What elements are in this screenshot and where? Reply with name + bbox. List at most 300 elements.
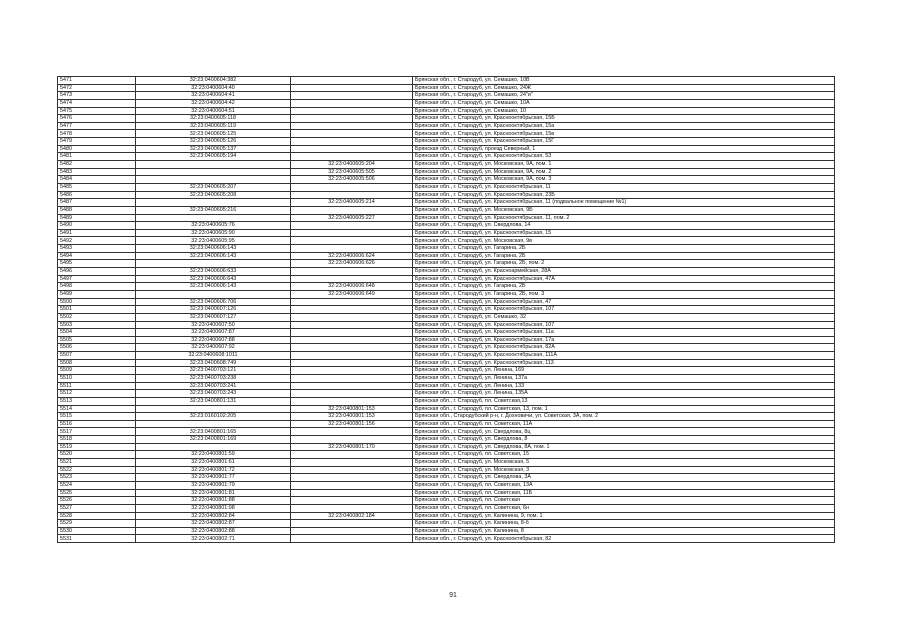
parent-cadastral-cell <box>291 390 413 398</box>
table-row <box>58 92 835 100</box>
address-cell: Брянская обл., г. Стародуб, ул. Московская, 9А, пом. 3 <box>413 176 835 184</box>
row-number-cell: 5527 <box>58 504 136 512</box>
row-number-cell: 5500 <box>58 298 136 306</box>
table-row <box>58 329 835 337</box>
cadastral-number-cell: 32:23:0400703:238 <box>136 374 291 382</box>
row-number-cell: 5525 <box>58 489 136 497</box>
row-number-cell: 5486 <box>58 191 136 199</box>
table-row <box>58 130 835 138</box>
address-cell: Брянская обл., г. Стародуб, ул. Краснооктябрьская, 15в <box>413 130 835 138</box>
address-cell: Брянская обл., г. Стародуб, ул. Семашко, 10 <box>413 107 835 115</box>
address-cell: Брянская обл., г. Стародуб, ул. Краснооктябрьская, 82А <box>413 344 835 352</box>
cadastral-number-cell: 32:23:0400606:143 <box>136 252 291 260</box>
parent-cadastral-cell <box>291 115 413 123</box>
parent-cadastral-cell <box>291 481 413 489</box>
row-number-cell: 5520 <box>58 451 136 459</box>
table-row <box>58 237 835 245</box>
table-row <box>58 527 835 535</box>
table-row <box>58 222 835 230</box>
cadastral-number-cell <box>136 176 291 184</box>
row-number-cell: 5476 <box>58 115 136 123</box>
address-cell: Брянская обл., г. Стародуб, ул. Калинина, 9, пом. 1 <box>413 512 835 520</box>
address-cell: Брянская обл., г. Стародуб, ул. Московская, 9в <box>413 237 835 245</box>
row-number-cell: 5494 <box>58 252 136 260</box>
table-row <box>58 489 835 497</box>
address-cell: Брянская обл., г. Стародуб, пл. Советская, 13А <box>413 481 835 489</box>
parent-cadastral-cell <box>291 451 413 459</box>
cadastral-number-cell: 32:23:0400801:88 <box>136 497 291 505</box>
parent-cadastral-cell <box>291 497 413 505</box>
table-row <box>58 161 835 169</box>
address-cell: Брянская обл., г. Стародуб, ул. Краснооктябрьская, 47А <box>413 275 835 283</box>
address-cell: Брянская обл., г. Стародуб, ул. Московская, 9А, пом. 2 <box>413 168 835 176</box>
cadastral-number-cell: 32:23:0400703:243 <box>136 390 291 398</box>
cadastral-number-cell: 32:23:0400606:633 <box>136 268 291 276</box>
table-row <box>58 512 835 520</box>
table-row <box>58 413 835 421</box>
row-number-cell: 5479 <box>58 138 136 146</box>
parent-cadastral-cell <box>291 313 413 321</box>
cadastral-number-cell: 32:23:0400802:71 <box>136 535 291 543</box>
table-row <box>58 359 835 367</box>
address-cell: Брянская обл., г. Стародуб, ул. Краснооктябрьская, 11 <box>413 183 835 191</box>
row-number-cell: 5488 <box>58 206 136 214</box>
table-row <box>58 382 835 390</box>
table-row <box>58 115 835 123</box>
address-cell: Брянская обл., г. Стародуб, пл. Советская, 13, пом. 1 <box>413 405 835 413</box>
address-cell: Брянская обл., г. Стародуб, ул. Краснооктябрьская, 23Б <box>413 191 835 199</box>
address-cell: Брянская обл., г. Стародуб, ул. Краснооктябрьская, 47 <box>413 298 835 306</box>
table-row <box>58 459 835 467</box>
table-row <box>58 229 835 237</box>
row-number-cell: 5530 <box>58 527 136 535</box>
table-row <box>58 336 835 344</box>
table-row <box>58 245 835 253</box>
parent-cadastral-cell <box>291 206 413 214</box>
table-row <box>58 275 835 283</box>
cadastral-number-cell: 32:23:0400801:81 <box>136 489 291 497</box>
address-cell: Брянская обл., г. Стародуб, ул. Краснооктябрьская, 15 <box>413 229 835 237</box>
cadastral-number-cell: 32:23:0400801:59 <box>136 451 291 459</box>
cadastral-number-cell: 32:23:0400801:61 <box>136 459 291 467</box>
table-row <box>58 474 835 482</box>
address-cell: Брянская обл., г. Стародуб, ул. Свердлова, 14 <box>413 222 835 230</box>
table-row <box>58 77 835 85</box>
address-cell: Брянская обл., г. Стародуб, пл. Советская <box>413 497 835 505</box>
parent-cadastral-cell: 32:23:0400605:227 <box>291 214 413 222</box>
table-row <box>58 290 835 298</box>
parent-cadastral-cell <box>291 359 413 367</box>
row-number-cell: 5516 <box>58 420 136 428</box>
cadastral-number-cell: 32:23:0400604:42 <box>136 99 291 107</box>
address-cell: Брянская обл., г. Стародуб, ул. Красноармейская, 28А <box>413 268 835 276</box>
table-row <box>58 122 835 130</box>
table-row <box>58 153 835 161</box>
cadastral-number-cell: 32:23:0400605:119 <box>136 122 291 130</box>
row-number-cell: 5497 <box>58 275 136 283</box>
row-number-cell: 5528 <box>58 512 136 520</box>
parent-cadastral-cell: 32:23:0400605:204 <box>291 161 413 169</box>
address-cell: Брянская обл., г. Стародуб, ул. Свердлова, 3А <box>413 474 835 482</box>
parent-cadastral-cell <box>291 245 413 253</box>
cadastral-number-cell: 32:23:0400605:126 <box>136 138 291 146</box>
address-cell: Брянская обл., г. Стародуб, ул. Гагарина, 2Б, пом. 3 <box>413 290 835 298</box>
address-cell: Брянская обл., г. Стародуб, ул. Краснооктябрьская, 107 <box>413 321 835 329</box>
cadastral-number-cell: 32:23:0400801:79 <box>136 481 291 489</box>
parent-cadastral-cell <box>291 107 413 115</box>
parent-cadastral-cell <box>291 336 413 344</box>
cadastral-number-cell: 32:23:0400801:72 <box>136 466 291 474</box>
table-row <box>58 313 835 321</box>
table-row <box>58 84 835 92</box>
cadastral-number-cell <box>136 290 291 298</box>
row-number-cell: 5509 <box>58 367 136 375</box>
row-number-cell: 5511 <box>58 382 136 390</box>
parent-cadastral-cell <box>291 329 413 337</box>
row-number-cell: 5504 <box>58 329 136 337</box>
address-cell: Брянская обл., г. Стародуб, ул. Краснооктябрьская, 17а <box>413 336 835 344</box>
parent-cadastral-cell <box>291 459 413 467</box>
parent-cadastral-cell <box>291 382 413 390</box>
parent-cadastral-cell <box>291 145 413 153</box>
table-row <box>58 520 835 528</box>
parent-cadastral-cell <box>291 130 413 138</box>
parent-cadastral-cell <box>291 367 413 375</box>
parent-cadastral-cell <box>291 489 413 497</box>
address-cell: Брянская обл., г. Стародуб, пл. Советская, 11Б <box>413 489 835 497</box>
parent-cadastral-cell <box>291 84 413 92</box>
table-row <box>58 252 835 260</box>
register-table-body <box>58 77 835 543</box>
parent-cadastral-cell <box>291 428 413 436</box>
table-row <box>58 107 835 115</box>
parent-cadastral-cell <box>291 520 413 528</box>
address-cell: Брянская обл., г. Стародуб, ул. Краснооктябрьская, 15Г <box>413 138 835 146</box>
cadastral-number-cell: 32:23:0400605:208 <box>136 191 291 199</box>
table-row <box>58 214 835 222</box>
address-cell: Брянская обл., г. Стародуб, ул. Свердлова, 8А, пом. 1 <box>413 443 835 451</box>
address-cell: Брянская обл., г. Стародуб, пл. Советская, 15 <box>413 451 835 459</box>
table-row <box>58 283 835 291</box>
cadastral-number-cell: 32:23:0400604:41 <box>136 92 291 100</box>
row-number-cell: 5508 <box>58 359 136 367</box>
table-row <box>58 405 835 413</box>
cadastral-number-cell: 32:23:0400608:1011 <box>136 352 291 360</box>
row-number-cell: 5506 <box>58 344 136 352</box>
cadastral-number-cell: 32:23:0400605:137 <box>136 145 291 153</box>
cadastral-number-cell: 32:23:0400801:131 <box>136 397 291 405</box>
parent-cadastral-cell <box>291 397 413 405</box>
parent-cadastral-cell <box>291 504 413 512</box>
table-row <box>58 374 835 382</box>
cadastral-number-cell: 32:23:0400607:88 <box>136 336 291 344</box>
row-number-cell: 5513 <box>58 397 136 405</box>
table-row <box>58 420 835 428</box>
row-number-cell: 5502 <box>58 313 136 321</box>
table-row <box>58 367 835 375</box>
address-cell: Брянская обл., г. Стародуб, ул. Ленина, 133 <box>413 382 835 390</box>
table-row <box>58 268 835 276</box>
cadastral-number-cell: 32:23:0400801:165 <box>136 428 291 436</box>
row-number-cell: 5526 <box>58 497 136 505</box>
address-cell: Брянская обл., г. Стародуб, ул. Краснооктябрьская, 111А <box>413 352 835 360</box>
row-number-cell: 5505 <box>58 336 136 344</box>
cadastral-number-cell: 32:23:0400605:194 <box>136 153 291 161</box>
cadastral-number-cell: 32:23:0400605:216 <box>136 206 291 214</box>
cadastral-number-cell <box>136 168 291 176</box>
address-cell: Брянская обл., г. Стародуб, пл. Советская,13 <box>413 397 835 405</box>
parent-cadastral-cell <box>291 191 413 199</box>
cadastral-number-cell <box>136 199 291 207</box>
address-cell: Брянская обл., г. Стародуб, ул. Московская, 5 <box>413 459 835 467</box>
address-cell: Брянская обл., г. Стародуб, пл. Советская, 6н <box>413 504 835 512</box>
row-number-cell: 5472 <box>58 84 136 92</box>
parent-cadastral-cell: 32:23:0400802:184 <box>291 512 413 520</box>
table-row <box>58 206 835 214</box>
address-cell: Брянская обл., г. Стародуб, ул. Семашко, 24"и" <box>413 92 835 100</box>
cadastral-number-cell: 32:23:0400606:143 <box>136 283 291 291</box>
table-row <box>58 176 835 184</box>
parent-cadastral-cell: 32:23:0400606:649 <box>291 290 413 298</box>
row-number-cell: 5503 <box>58 321 136 329</box>
parent-cadastral-cell <box>291 474 413 482</box>
address-cell: Брянская обл., г. Стародуб, ул. Свердлова, 8 <box>413 436 835 444</box>
cadastral-number-cell: 32:23:0400604:382 <box>136 77 291 85</box>
parent-cadastral-cell: 32:23:0400801:170 <box>291 443 413 451</box>
parent-cadastral-cell <box>291 352 413 360</box>
table-row <box>58 535 835 543</box>
table-row <box>58 321 835 329</box>
address-cell: Брянская обл., г. Стародуб, ул. Гагарина, 2Б <box>413 283 835 291</box>
row-number-cell: 5478 <box>58 130 136 138</box>
cadastral-number-cell: 32:23:0400801:98 <box>136 504 291 512</box>
cadastral-number-cell: 32:23:0400608:749 <box>136 359 291 367</box>
cadastral-number-cell: 32:23:0400607:126 <box>136 306 291 314</box>
address-cell: Брянская обл., Стародубский р-н, г. Дохновичи, ул. Советская, 3А, пом. 2 <box>413 413 835 421</box>
row-number-cell: 5487 <box>58 199 136 207</box>
table-row <box>58 352 835 360</box>
address-cell: Брянская обл., г. Стародуб, ул. Семашко, 32 <box>413 313 835 321</box>
cadastral-number-cell: 32:23:0400802:88 <box>136 527 291 535</box>
parent-cadastral-cell <box>291 138 413 146</box>
row-number-cell: 5531 <box>58 535 136 543</box>
address-cell: Брянская обл., г. Стародуб, ул. Гагарина, 2Б <box>413 252 835 260</box>
parent-cadastral-cell <box>291 298 413 306</box>
row-number-cell: 5495 <box>58 260 136 268</box>
address-cell: Брянская обл., г. Стародуб, ул. Московская, 9А, пом. 1 <box>413 161 835 169</box>
row-number-cell: 5485 <box>58 183 136 191</box>
cadastral-number-cell: 32:23:0400802:84 <box>136 512 291 520</box>
table-row <box>58 183 835 191</box>
row-number-cell: 5482 <box>58 161 136 169</box>
address-cell: Брянская обл., г. Стародуб, ул. Гагарина, 2Б, пом. 2 <box>413 260 835 268</box>
table-row <box>58 481 835 489</box>
row-number-cell: 5483 <box>58 168 136 176</box>
row-number-cell: 5529 <box>58 520 136 528</box>
row-number-cell: 5522 <box>58 466 136 474</box>
parent-cadastral-cell <box>291 268 413 276</box>
page-number: 91 <box>449 592 457 599</box>
parent-cadastral-cell <box>291 153 413 161</box>
row-number-cell: 5490 <box>58 222 136 230</box>
table-row <box>58 298 835 306</box>
address-cell: Брянская обл., г. Стародуб, ул. Ленина, 169 <box>413 367 835 375</box>
row-number-cell: 5475 <box>58 107 136 115</box>
row-number-cell: 5519 <box>58 443 136 451</box>
cadastral-number-cell <box>136 260 291 268</box>
parent-cadastral-cell: 32:23:0400801:156 <box>291 420 413 428</box>
row-number-cell: 5499 <box>58 290 136 298</box>
table-row <box>58 443 835 451</box>
address-cell: Брянская обл., г. Стародуб, ул. Калинина, 8 <box>413 527 835 535</box>
address-cell: Брянская обл., г. Стародуб, ул. Краснооктябрьская, 11 (подвальное помещение №1) <box>413 199 835 207</box>
row-number-cell: 5524 <box>58 481 136 489</box>
row-number-cell: 5518 <box>58 436 136 444</box>
parent-cadastral-cell <box>291 222 413 230</box>
parent-cadastral-cell <box>291 99 413 107</box>
address-cell: Брянская обл., г. Стародуб, ул. Ленина, 135А <box>413 390 835 398</box>
cadastral-number-cell: 32:23:0400607:92 <box>136 344 291 352</box>
address-cell: Брянская обл., г. Стародуб, ул. Свердлова, 8ц <box>413 428 835 436</box>
row-number-cell: 5496 <box>58 268 136 276</box>
parent-cadastral-cell <box>291 237 413 245</box>
parent-cadastral-cell <box>291 527 413 535</box>
row-number-cell: 5512 <box>58 390 136 398</box>
address-cell: Брянская обл., г. Стародуб, проезд Северный, 1 <box>413 145 835 153</box>
table-row <box>58 168 835 176</box>
parent-cadastral-cell <box>291 321 413 329</box>
row-number-cell: 5489 <box>58 214 136 222</box>
parent-cadastral-cell <box>291 374 413 382</box>
parent-cadastral-cell <box>291 436 413 444</box>
cadastral-number-cell: 32:23:0400604:51 <box>136 107 291 115</box>
cadastral-number-cell: 32:23:0400605:207 <box>136 183 291 191</box>
address-cell: Брянская обл., г. Стародуб, ул. Краснооктябрьская, 15а <box>413 122 835 130</box>
cadastral-number-cell: 32:23:0400605:95 <box>136 237 291 245</box>
address-cell: Брянская обл., г. Стародуб, пл. Советская, 11А <box>413 420 835 428</box>
parent-cadastral-cell <box>291 77 413 85</box>
address-cell: Брянская обл., г. Стародуб, ул. Московская, 3 <box>413 466 835 474</box>
table-row <box>58 306 835 314</box>
row-number-cell: 5477 <box>58 122 136 130</box>
cadastral-number-cell: 32:23:0400607:50 <box>136 321 291 329</box>
cadastral-number-cell <box>136 405 291 413</box>
row-number-cell: 5514 <box>58 405 136 413</box>
address-cell: Брянская обл., г. Стародуб, ул. Краснооктябрьская, 82 <box>413 535 835 543</box>
parent-cadastral-cell: 32:23:0400606:626 <box>291 260 413 268</box>
cadastral-number-cell: 32:23:0400604:40 <box>136 84 291 92</box>
table-row <box>58 99 835 107</box>
parent-cadastral-cell: 32:23:0400606:648 <box>291 283 413 291</box>
address-cell: Брянская обл., г. Стародуб, ул. Московская, 9Б <box>413 206 835 214</box>
cadastral-number-cell <box>136 420 291 428</box>
table-row <box>58 497 835 505</box>
table-row <box>58 428 835 436</box>
table-row <box>58 145 835 153</box>
parent-cadastral-cell <box>291 183 413 191</box>
parent-cadastral-cell <box>291 275 413 283</box>
row-number-cell: 5484 <box>58 176 136 184</box>
row-number-cell: 5493 <box>58 245 136 253</box>
address-cell: Брянская обл., г. Стародуб, ул. Ленина, 137а <box>413 374 835 382</box>
cadastral-number-cell <box>136 214 291 222</box>
row-number-cell: 5471 <box>58 77 136 85</box>
row-number-cell: 5480 <box>58 145 136 153</box>
address-cell: Брянская обл., г. Стародуб, ул. Краснооктябрьская, 15Б <box>413 115 835 123</box>
row-number-cell: 5517 <box>58 428 136 436</box>
row-number-cell: 5481 <box>58 153 136 161</box>
address-cell: Брянская обл., г. Стародуб, ул. Краснооктябрьская, 11а <box>413 329 835 337</box>
parent-cadastral-cell <box>291 122 413 130</box>
parent-cadastral-cell: 32:23:0400605:505 <box>291 168 413 176</box>
address-cell: Брянская обл., г. Стародуб, ул. Семашко, 10В <box>413 77 835 85</box>
row-number-cell: 5515 <box>58 413 136 421</box>
table-row <box>58 191 835 199</box>
row-number-cell: 5510 <box>58 374 136 382</box>
parent-cadastral-cell <box>291 92 413 100</box>
cadastral-number-cell <box>136 161 291 169</box>
table-row <box>58 466 835 474</box>
row-number-cell: 5523 <box>58 474 136 482</box>
cadastral-number-cell: 32:23:0400703:121 <box>136 367 291 375</box>
row-number-cell: 5474 <box>58 99 136 107</box>
parent-cadastral-cell <box>291 535 413 543</box>
cadastral-number-cell: 32:23:0160102:205 <box>136 413 291 421</box>
cadastral-number-cell: 32:23:0400605:76 <box>136 222 291 230</box>
table-row <box>58 397 835 405</box>
parent-cadastral-cell <box>291 229 413 237</box>
row-number-cell: 5491 <box>58 229 136 237</box>
address-cell: Брянская обл., г. Стародуб, ул. Краснооктябрьская, 11, пом. 2 <box>413 214 835 222</box>
cadastral-number-cell: 32:23:0400801:169 <box>136 436 291 444</box>
parent-cadastral-cell: 32:23:0400605:506 <box>291 176 413 184</box>
cadastral-number-cell: 32:23:0400607:87 <box>136 329 291 337</box>
table-row <box>58 344 835 352</box>
row-number-cell: 5498 <box>58 283 136 291</box>
cadastral-number-cell: 32:23:0400605:118 <box>136 115 291 123</box>
cadastral-number-cell <box>136 443 291 451</box>
cadastral-number-cell: 32:23:0400605:90 <box>136 229 291 237</box>
table-row <box>58 451 835 459</box>
row-number-cell: 5473 <box>58 92 136 100</box>
table-row <box>58 390 835 398</box>
table-row <box>58 199 835 207</box>
cadastral-number-cell: 32:23:0400606:706 <box>136 298 291 306</box>
address-cell: Брянская обл., г. Стародуб, ул. Краснооктябрьская, 113 <box>413 359 835 367</box>
row-number-cell: 5521 <box>58 459 136 467</box>
cadastral-number-cell: 32:23:0400703:241 <box>136 382 291 390</box>
parent-cadastral-cell: 32:23:0400801:153 <box>291 405 413 413</box>
cadastral-number-cell: 32:23:0400605:125 <box>136 130 291 138</box>
row-number-cell: 5492 <box>58 237 136 245</box>
cadastral-number-cell: 32:23:0400607:127 <box>136 313 291 321</box>
address-cell: Брянская обл., г. Стародуб, ул. Краснооктябрьская, 53 <box>413 153 835 161</box>
cadastral-number-cell: 32:23:0400801:77 <box>136 474 291 482</box>
table-row <box>58 436 835 444</box>
table-row <box>58 504 835 512</box>
parent-cadastral-cell <box>291 466 413 474</box>
row-number-cell: 5507 <box>58 352 136 360</box>
table-row <box>58 138 835 146</box>
parent-cadastral-cell <box>291 344 413 352</box>
parent-cadastral-cell: 32:23:0400801:153 <box>291 413 413 421</box>
address-cell: Брянская обл., г. Стародуб, ул. Гагарина, 2Б <box>413 245 835 253</box>
cadastral-number-cell: 32:23:0400606:143 <box>136 245 291 253</box>
parent-cadastral-cell <box>291 306 413 314</box>
cadastral-number-cell: 32:23:0400802:87 <box>136 520 291 528</box>
cadastral-number-cell: 32:23:0400606:643 <box>136 275 291 283</box>
row-number-cell: 5501 <box>58 306 136 314</box>
